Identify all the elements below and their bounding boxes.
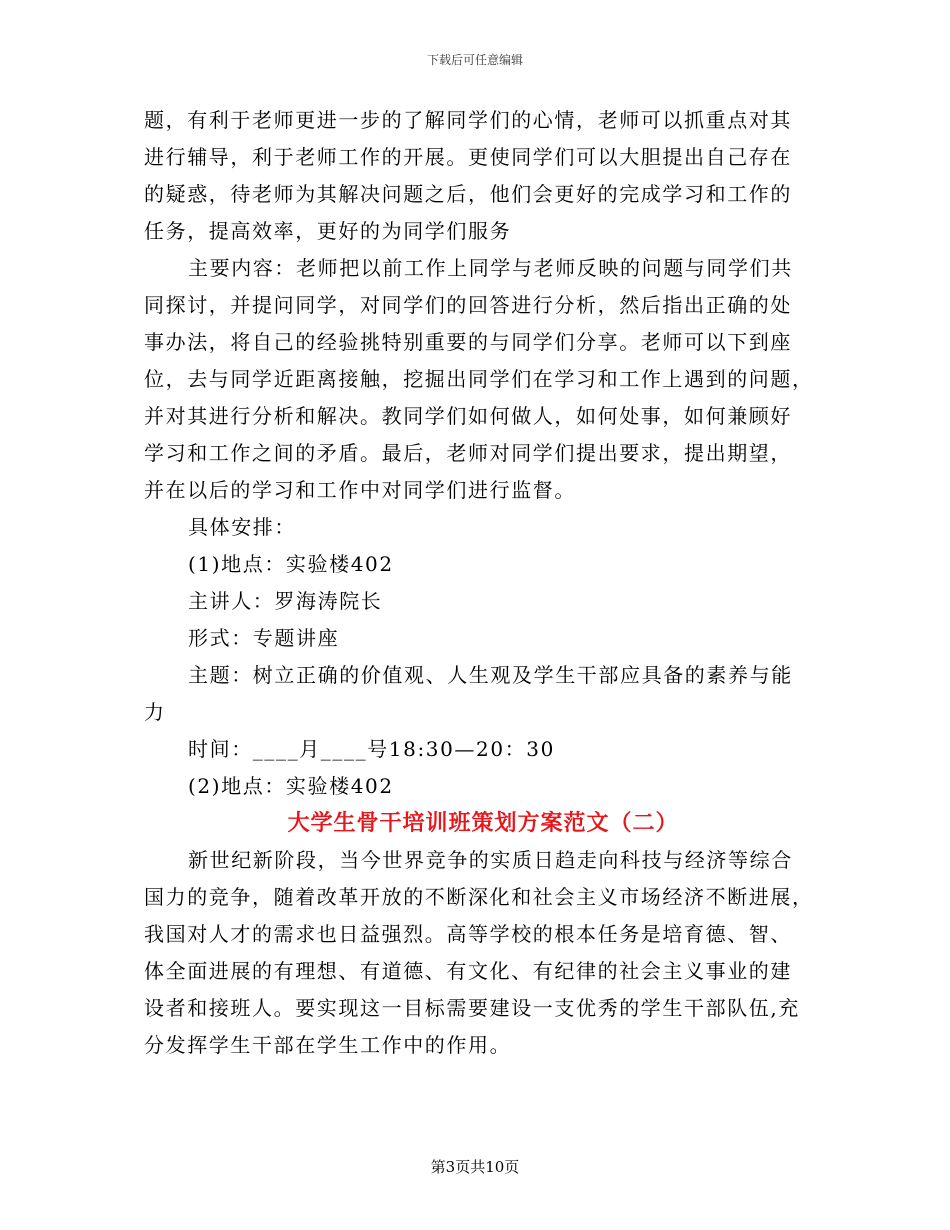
schedule-item: 主讲人：罗海涛院长: [188, 589, 383, 613]
paragraph-line: 题，有利于老师更进一步的了解同学们的心情，老师可以抓重点对其: [144, 108, 792, 132]
schedule-item: 形式：专题讲座: [188, 626, 340, 650]
paragraph-line: 并对其进行分析和解决。教同学们如何做人，如何处事，如何兼顾好: [144, 404, 792, 428]
paragraph-line: 体全面进展的有理想、有道德、有文化、有纪律的社会主义事业的建: [144, 959, 792, 983]
schedule-heading: 具体安排：: [188, 515, 296, 539]
paragraph-line: 同探讨，并提问同学，对同学们的回答进行分析，然后指出正确的处: [144, 293, 792, 317]
paragraph-line: 事办法，将自己的经验挑特别重要的与同学们分享。老师可以下到座: [144, 330, 792, 354]
schedule-item: 力: [144, 700, 166, 724]
page-header: 下载后可任意编辑: [426, 53, 523, 67]
paragraph-line: 并在以后的学习和工作中对同学们进行监督。: [144, 478, 576, 502]
schedule-item: (2)地点：实验楼402: [188, 774, 394, 798]
paragraph-line: 学习和工作之间的矛盾。最后，老师对同学们提出要求，提出期望，: [144, 441, 792, 465]
paragraph-line: 分发挥学生干部在学生工作中的作用。: [144, 1033, 512, 1057]
paragraph-line: 新世纪新阶段，当今世界竞争的实质日趋走向科技与经济等综合: [188, 848, 793, 872]
schedule-item: (1)地点：实验楼402: [188, 552, 394, 576]
paragraph-line: 的疑惑，待老师为其解决问题之后，他们会更好的完成学习和工作的: [144, 182, 792, 206]
schedule-item: 时间：____月____号18:30—20：30: [188, 737, 555, 761]
schedule-item: 主题：树立正确的价值观、人生观及学生干部应具备的素养与能: [188, 663, 793, 687]
paragraph-line: 国力的竞争，随着改革开放的不断深化和社会主义市场经济不断进展，: [144, 885, 814, 909]
paragraph-line: 进行辅导，利于老师工作的开展。更使同学们可以大胆提出自己存在: [144, 145, 792, 169]
paragraph-line: 设者和接班人。要实现这一目标需要建设一支优秀的学生干部队伍,充: [144, 996, 800, 1020]
page-number: 第3页共10页: [430, 1158, 520, 1176]
document-body: [144, 102, 812, 1064]
section-title: 大学生骨干培训班策划方案范文（二）: [287, 810, 679, 836]
paragraph-line: 我国对人才的需求也日益强烈。高等学校的根本任务是培育德、智、: [144, 922, 792, 946]
paragraph-line: 主要内容：老师把以前工作上同学与老师反映的问题与同学们共: [188, 256, 793, 280]
paragraph-line: 任务，提高效率，更好的为同学们服务: [144, 219, 512, 243]
paragraph-line: 位，去与同学近距离接触，挖掘出同学们在学习和工作上遇到的问题，: [144, 367, 814, 391]
